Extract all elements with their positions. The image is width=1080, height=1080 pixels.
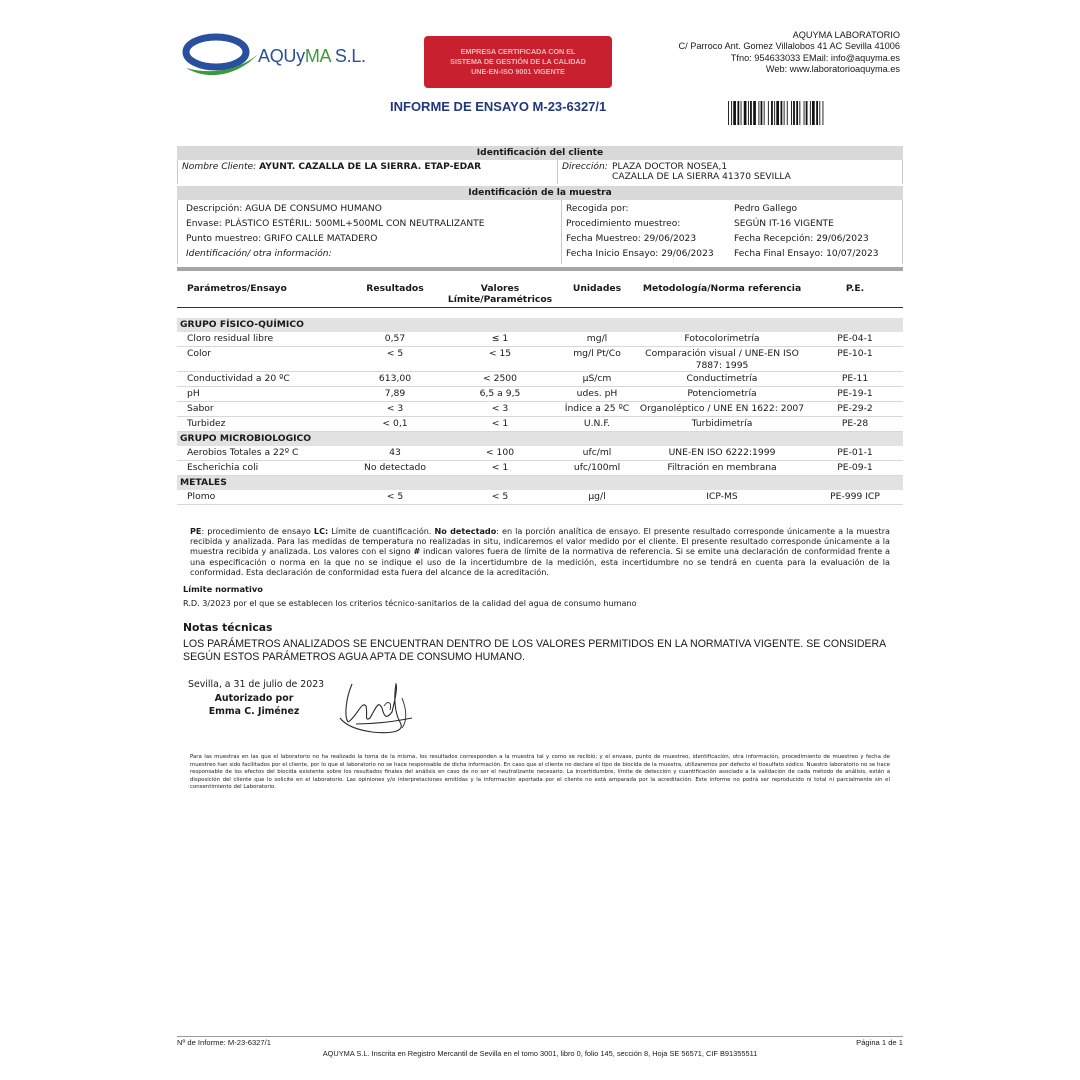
table-row [177,332,903,347]
table-row [177,461,903,476]
cell-units: Índice a 25 ºC [564,403,630,414]
footer-divider [177,1036,903,1037]
cell-parameter: Plomo [187,491,216,502]
cell-units: mg/l [586,333,608,344]
client-section-band: Identificación del cliente [177,146,903,160]
client-address-line2: CAZALLA DE LA SIERRA 41370 SEVILLA [612,172,791,182]
technical-notes-heading: Notas técnicas [183,621,273,634]
client-address-line1: PLAZA DOCTOR NOSEA,1 [612,162,728,172]
cell-limit: ≤ 1 [491,333,509,344]
end-date: Fecha Final Ensayo: 10/07/2023 [734,249,879,259]
cell-method: UNE-EN ISO 6222:1999 [668,447,776,458]
table-row [177,402,903,417]
technical-notes-text: LOS PARÁMETROS ANALIZADOS SE ENCUENTRAN DENTRO DE LOS VALORES PERMITIDOS EN LA NORMATIVA VIGENTE. SE CONSIDERA SEGÚN ESTOS PARÁMETROS AGUA APTA DE CONSUMO HUMANO. [183,638,886,663]
table-row [177,446,903,461]
cell-result: < 3 [386,403,404,414]
cell-pe-code: PE-28 [841,418,869,429]
cell-method: Conductimetría [686,373,758,384]
table-row [177,490,903,505]
cell-limit: < 2500 [482,373,517,384]
cell-result: < 5 [386,348,404,359]
footer-page-number: Página 1 de 1 [856,1038,903,1047]
collected-by-label: Recogida por: [566,204,629,214]
legal-fine-print: Para las muestras en las que el laboratorio no ha realizado la toma de la misma, los resultados corresponden a la muestra tal y como se recibió; y el envase, punto de muestreo, identificación, otra información, procedimiento de muestreo y fecha de muestreo han sido facilitados por el cliente, por lo que el laboratorio no se hace responsable de dicha información. En caso que el cliente no declare el tipo de biocida de la muestra, utilizaremos por defecto el tiosulfato sódico. Nuestro laboratorio no se hace responsable de los efectos del biocida existente sobre los resultados finales del análisis en caso de no ser el neutralizante necesario. La incertidumbre, límite de detección y cuantificación asociado a la validación de cada método de análisis, están a disposición del cliente que lo solicite en el laboratorio. Las opiniones y/o interpretaciones emitidas y la información aportada por el cliente no está amparada por la acreditación. Este informe no podrá ser reproducido ni total ni parcialmente sin el consentimiento del Laboratorio. [190,754,890,791]
table-row [177,417,903,432]
sample-section-band: Identificación de la muestra [177,186,903,200]
cell-method: ICP-MS [706,491,738,502]
cell-units: µg/l [588,491,606,502]
header-units: Unidades [572,283,622,294]
cell-pe-code: PE-999 ICP [830,491,880,502]
client-name: AYUNT. CAZALLA DE LA SIERRA. ETAP-EDAR [259,162,482,172]
header-limit: Valores Límite/Paramétricos [447,283,553,305]
cell-parameter: Escherichia coli [187,462,259,473]
legend-note: PE: procedimiento de ensayo LC: Límite de cuantificación. No detectado: en la porción analítica de ensayo. El presente resultado corresponde únicamente a la muestra recibida y analizada. Para las medidas de temperatura no realizadas in situ, indicaremos el valor medido por el cliente. El presente resultado corresponde únicamente a la muestra recibida y analizada. Los valores con el signo # indican valores fuera de límite de la normativa de referencia. Si se emite una declaración de conformidad frente a una especificación o norma en la que no se indique el uso de la incertidumbre de la medición, esta incertidumbre no se tendrá en cuenta para la evaluación de la conformidad. Esta declaración de conformidad esta fuera del alcance de la acreditación. [190,526,890,577]
section-divider [177,267,903,271]
table-row [177,387,903,402]
reception-date: Fecha Recepción: 29/06/2023 [734,234,869,244]
cell-pe-code: PE-04-1 [837,333,873,344]
cell-pe-code: PE-09-1 [837,462,873,473]
result-groups [177,318,903,505]
cell-parameter: Turbidez [187,418,226,429]
cell-parameter: Sabor [187,403,214,414]
cell-result: No detectado [364,462,426,473]
results-table [177,283,903,505]
header-result: Resultados [366,283,424,294]
header-pe: P.E. [845,283,865,294]
cell-parameter: Color [187,348,211,359]
barcode-icon [728,101,862,125]
authorization-block [188,693,320,718]
cell-limit: < 3 [491,403,509,414]
cell-method: Potenciometría [687,388,757,399]
cell-limit: < 5 [491,491,509,502]
cell-parameter: Aerobios Totales a 22º C [187,447,299,458]
cell-method: Comparación visual / UNE-EN ISO 7887: 1995 [645,348,799,371]
group-header: GRUPO MICROBIOLOGICO [177,432,903,446]
header-parameter: Parámetros/Ensayo [187,283,287,294]
cell-limit: 6,5 a 9,5 [479,388,521,399]
group-header: METALES [177,476,903,490]
cell-units: µS/cm [582,373,612,384]
cell-result: 43 [389,447,401,458]
cell-result: 0,57 [384,333,406,344]
cell-result: < 0,1 [382,418,408,429]
cell-result: < 5 [386,491,404,502]
results-header-row [177,283,903,308]
procedure-value: SEGÚN IT-16 VIGENTE [734,219,834,229]
cell-units: U.N.F. [583,418,611,429]
cell-limit: < 1 [491,418,509,429]
cell-units: ufc/ml [582,447,612,458]
sample-description: Descripción: AGUA DE CONSUMO HUMANO [186,204,382,214]
cell-units: ufc/100ml [573,462,621,473]
regulatory-limit-heading: Límite normativo [183,584,263,594]
client-name-label: Nombre Cliente: [182,162,257,172]
company-name: AQUYMA LABORATORIO [792,30,900,40]
cell-result: 7,89 [384,388,406,399]
cell-limit: < 1 [491,462,509,473]
footer-registry: AQUYMA S.L. Inscrita en Registro Mercantil de Sevilla en el tomo 3001, libro 0, folio 145, sección 8, Hoja SE 56571, CIF B91355511 [322,1049,758,1058]
regulatory-limit-text: R.D. 3/2023 por el que se establecen los criterios técnico-sanitarios de la calidad del agua de consumo humano [183,598,637,608]
cell-pe-code: PE-19-1 [837,388,873,399]
company-phone-email: Tfno: 954633033 EMail: info@aquyma.es [730,52,900,63]
table-row [177,372,903,387]
cell-method: Filtración en membrana [667,462,777,473]
iso-certificate-badge: EMPRESA CERTIFICADA CON EL SISTEMA DE GESTIÓN DE LA CALIDAD UNE-EN-ISO 9001 VIGENTE [424,36,612,88]
logo-wordmark: AQUyMA S.L. [258,46,366,66]
cell-result: 613,00 [378,373,412,384]
handwritten-signature-icon [336,678,416,740]
signatory-name: Emma C. Jiménez [208,705,300,717]
cell-pe-code: PE-01-1 [837,447,873,458]
group-header: GRUPO FÍSICO-QUÍMICO [177,318,903,332]
cell-pe-code: PE-29-2 [837,403,873,414]
start-date: Fecha Inicio Ensayo: 29/06/2023 [566,249,714,259]
procedure-label: Procedimiento muestreo: [566,219,681,229]
sample-container: Envase: PLÁSTICO ESTÉRIL: 500ML+500ML CON NEUTRALIZANTE [186,219,485,229]
cell-method: Turbidimetría [691,418,753,429]
sample-details [177,200,903,264]
cell-parameter: pH [187,388,200,399]
header-method: Metodología/Norma referencia [642,283,802,294]
place-date: Sevilla, a 31 de julio de 2023 [188,679,325,690]
collected-by-value: Pedro Gallego [734,204,798,214]
cell-pe-code: PE-10-1 [837,348,873,359]
authorized-by-label: Autorizado por [214,693,294,704]
sample-other-info: Identificación/ otra información: [186,249,332,259]
sample-date: Fecha Muestreo: 29/06/2023 [566,234,697,244]
cell-units: mg/l Pt/Co [573,348,621,359]
cell-method: Organoléptico / UNE EN 1622: 2007 [639,403,805,414]
cell-limit: < 100 [485,447,515,458]
cell-limit: < 15 [488,348,512,359]
table-row [177,347,903,372]
footer-report-number: Nº de Informe: M-23-6327/1 [177,1038,271,1047]
identification-block [177,146,903,271]
company-contact-block [679,30,900,76]
client-row [177,160,903,184]
client-address-label: Dirección: [562,162,608,172]
cell-units: udes. pH [576,388,618,399]
report-title: INFORME DE ENSAYO M-23-6327/1 [390,99,607,114]
cell-method: Fotocolorimetría [684,333,760,344]
company-web: Web: www.laboratorioaquyma.es [765,64,900,75]
company-address: C/ Parroco Ant. Gomez Villalobos 41 AC Sevilla 41006 [678,41,900,52]
cell-pe-code: PE-11 [841,373,869,384]
sample-point: Punto muestreo: GRIFO CALLE MATADERO [186,234,378,244]
cell-parameter: Cloro residual libre [187,333,274,344]
cell-parameter: Conductividad a 20 ºC [187,373,290,384]
